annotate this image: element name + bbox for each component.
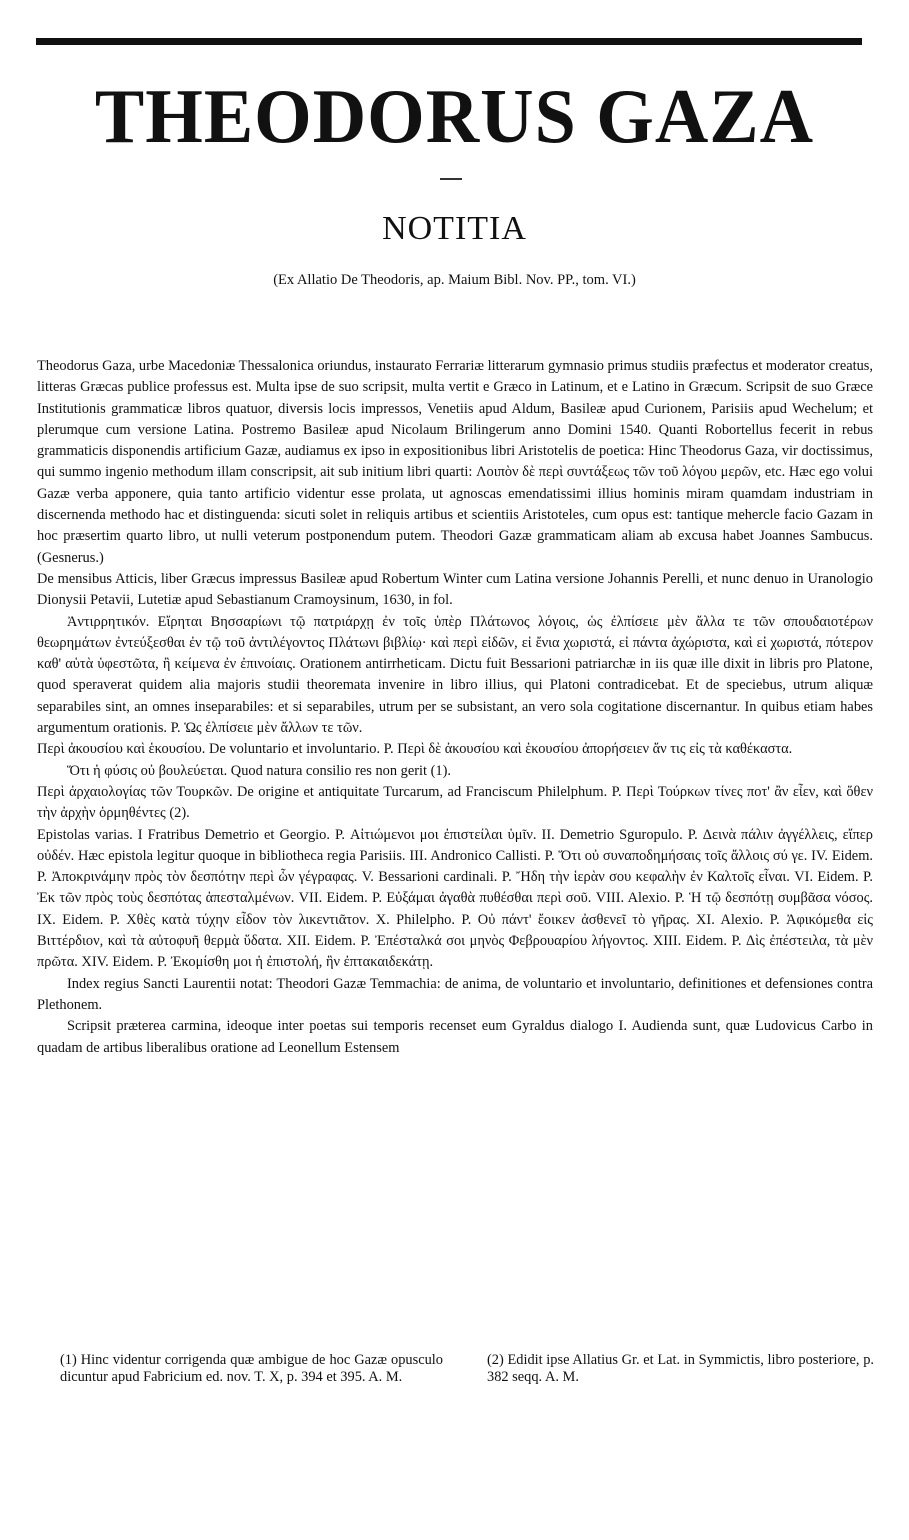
paragraph: Περὶ ἀρχαιολογίας τῶν Τουρκῶν. De origine et antiquitate Turcarum, ad Franciscum Philelphum. P. Περὶ Τούρκων τίνες ποτ' ἂν εἶεν, καὶ ὅθεν τὴν ἀρχὴν ὁρμηθέντες (2). [37, 783, 873, 822]
paragraph: Ἀντιρρητικόν. Εἴρηται Βησσαρίωνι τῷ πατριάρχῃ ἐν τοῖς ὑπὲρ Πλάτωνος λόγοις, ὡς ἐλπίσειε μὲν ἄλλα τε τῶν σπουδαιοτέρων θεωρημάτων ἐντεύξεσθαι ἐν τῷ τοῦ ἀντιλέγοντος Πλάτωνι βιβλίῳ· καὶ περὶ εἰδῶν, εἰ ἔνια χωριστά, εἰ πάντα ἀχώριστα, καὶ εἰ χωριστά, πότερον καθ' αὑτὰ ὑφεστῶτα, ἢ κείμενα ἐν ἐπινοίαις. Orationem antirrheticam. Dictu fuit Bessarioni patriarchæ in iis quæ ille dixit in libris pro Platone, quod speraverat quidem alia majoris studii theoremata invenire in libro illius, qui Platoni contradicebat. Et de speciebus, utrum aliquæ separabiles sint, an omnes inseparabiles: et si separabiles, utrum per se subsistant, an vero sola cogitatione discernantur. In quibus etiam habes argumentum orationis. P. Ὡς ἐλπίσειε μὲν ἄλλων τε τῶν. [37, 613, 873, 737]
footnote-2: (2) Edidit ipse Allatius Gr. et Lat. in Symmictis, libro posteriore, p. 382 seqq. A. M. [487, 1352, 874, 1385]
paragraph: Scripsit præterea carmina, ideoque inter poetas sui temporis recenset eum Gyraldus dialogo I. Audienda sunt, quæ Ludovicus Carbo in quadam de artibus liberalibus oratione ad Leonellum Estensem [37, 1018, 873, 1056]
top-rule [36, 38, 862, 45]
page-title: THEODORUS GAZA [94, 73, 815, 160]
source-note: (Ex Allatio De Theodoris, ap. Maium Bibl. Nov. PP., tom. VI.) [273, 272, 636, 288]
paragraph: De mensibus Atticis, liber Græcus impressus Basileæ apud Robertum Winter cum Latina versione Johannis Perelli, et nunc denuo in Uranologio Dionysii Petavii, Lutetiæ apud Sebastianum Cramoysinum, 1630, in fol. [37, 570, 873, 609]
paragraph: Index regius Sancti Laurentii notat: Theodori Gazæ Temmachia: de anima, de voluntario et involuntario, definitiones et defensiones contra Plethonem. [37, 975, 873, 1013]
title-divider [440, 178, 462, 180]
paragraph: Theodorus Gaza, urbe Macedoniæ Thessalonica oriundus, instaurato Ferrariæ litterarum gymnasio primus studiis præfectus et moderator creatus, litteras Græcas publice professus est. Multa ipse de suo scripsit, multa vertit e Græco in Latinum, et e Latino in Græcum. Scripsit de suo Græce Institutionis grammaticæ libros quatuor, diversis locis impressos, Venetiis apud Aldum, Basileæ apud Curionem, Parisiis apud Wechelum; et plerumque cum versione Latina. Postremo Basileæ apud Nicolaum Brilingerum anno Domini 1540. Quanti Robortellus fecerit in rebus grammaticis disponendis artificium Gazæ, audiamus ex ipso in expositionibus libri Aristotelis de poetica: Hinc Theodorus Gaza, vir doctissimus, qui summo ingenio methodum illam conscripsit, ait sub initium libri quarti: Λοιπὸν δὲ περὶ συντάξεως τῶν τοῦ λόγου μερῶν, etc. Hæc ego volui Gazæ verba apponere, quia tanto artificio videntur esse prolata, ut agnoscas emendatissimi illius hominis miram quamdam industriam in discernenda methodo hac et distinguenda: sicuti solet in reliquis artibus et scientiis Aristoteles, cum opus est: tantique mehercle facio Gazam in hoc præsertim quarto libro, ut nulli veterum postponendum putem. Theodori Gazæ grammaticam aliam ab excusa habet Joannes Sambucus. (Gesnerus.) [37, 358, 873, 566]
paragraph: Ὅτι ἡ φύσις οὐ βουλεύεται. Quod natura consilio res non gerit (1). [67, 762, 452, 779]
footnote-1: (1) Hinc videntur corrigenda quæ ambigue de hoc Gazæ opusculo dicuntur apud Fabricium ed. nov. T. X, p. 394 et 395. A. M. [60, 1352, 443, 1385]
paragraph: Περὶ ἀκουσίου καὶ ἑκουσίου. De voluntario et involuntario. P. Περὶ δὲ ἀκουσίου καὶ ἑκουσίου ἀπορήσειεν ἄν τις εἰς τὰ καθέκαστα. [37, 741, 793, 758]
paragraph: Epistolas varias. I Fratribus Demetrio et Georgio. P. Αἰτιώμενοι μοι ἐπιστείλαι ὑμῖν. II. Demetrio Sguropulo. P. Δεινὰ πάλιν ἀγγέλλεις, εἴπερ οὐδέν. Hæc epistola legitur quoque in bibliotheca regia Parisiis. III. Andronico Callisti. P. Ὅτι οὐ συναποδημήσαις τοῖς ἄλλοις σύ γε. IV. Eidem. P. Ἀποκρινάμην πρὸς τὸν δεσπότην περὶ ὧν γέγραφας. V. Bessarioni cardinali. P. Ἤδη τὴν ἱερὰν σου κεφαλὴν ἐν Καλτοῖς εἶναι. VI. Eidem. P. Ἐκ τῶν πρὸς τοὺς δεσπότας ἀπεσταλμένων. VII. Eidem. P. Εὐξάμαι ἀγαθὰ πυθέσθαι περὶ σοῦ. VIII. Alexio. P. Ἡ τῷ δεσπότῃ συμβᾶσα νόσος. IX. Eidem. P. Χθὲς κατὰ τύχην εἶδον τὸν λικεντιᾶτον. X. Philelpho. P. Οὐ πάντ' ἔοικεν ἀσθενεῖ τὸ γῆρας. XI. Alexio. P. Ἀφικόμεθα εἰς Βιττέρδιον, καὶ τὰ αὐτοφυῆ θερμὰ ὕδατα. XII. Eidem. P. Ἐπέσταλκά σοι μηνὸς Φεβρουαρίου λήγοντος. XIII. Eidem. P. Δὶς ἐπέστειλα, τὰ μὲν πρῶτα. XIV. Eidem. P. Ἐκομίσθη μοι ἡ ἐπιστολή, ἣν ἐπτακαιδεκάτῃ. [37, 826, 873, 971]
main-text [37, 356, 873, 1059]
section-heading: NOTITIA [382, 210, 527, 247]
